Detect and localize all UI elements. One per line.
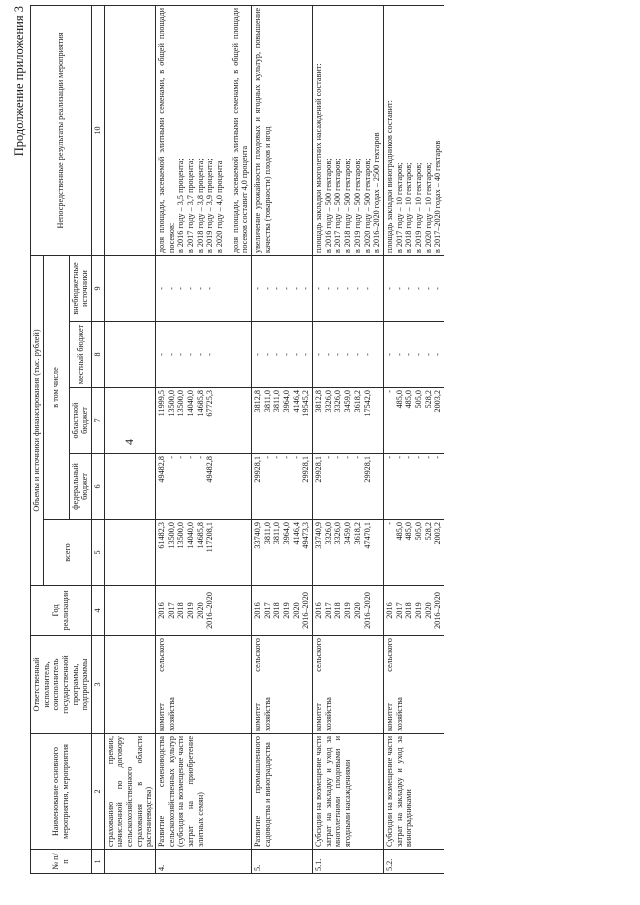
- year-value: 2019: [413, 602, 423, 619]
- row-local: [383, 322, 444, 388]
- row-federal: [383, 454, 444, 520]
- total-value: 485,0: [404, 522, 414, 541]
- local-value: -: [404, 353, 414, 356]
- result-line: доля площади, засеваемой элитными семенами, в общей площади посевов:: [157, 8, 176, 253]
- result-line: в 2017 году – 10 гектаров;: [394, 162, 404, 253]
- col-number: 1: [92, 850, 105, 874]
- extra-value: -: [314, 287, 324, 290]
- local-value: -: [352, 353, 362, 356]
- local-value: -: [253, 353, 263, 356]
- row-federal: [156, 454, 252, 520]
- row-total: [383, 520, 444, 586]
- extra-value: -: [262, 287, 272, 290]
- total-value: 485,0: [394, 522, 404, 541]
- federal-value: 49482,8: [205, 456, 215, 483]
- extra-value: -: [176, 287, 186, 290]
- regional-value: 3459,0: [343, 390, 353, 413]
- extra-value: -: [384, 287, 394, 290]
- extra-value: -: [166, 287, 176, 290]
- result-line: площадь закладки многолетних насаждений составит:: [314, 63, 324, 253]
- year-value: 2020: [291, 602, 301, 619]
- row-responsible: комитет сельского хозяйства: [313, 636, 384, 734]
- regional-value: 3811,0: [262, 390, 272, 413]
- row-responsible: комитет сельского хозяйства: [383, 636, 444, 734]
- local-value: -: [282, 353, 292, 356]
- row-result: [252, 6, 313, 256]
- local-value: -: [384, 353, 394, 356]
- federal-value: -: [343, 456, 353, 459]
- row-total: [156, 520, 252, 586]
- header-extra: внебюджетные источники: [69, 256, 91, 322]
- header-financing: Объемы и источники финансирования (тыс. рублей): [31, 256, 44, 586]
- local-value: -: [323, 353, 333, 356]
- regional-value: 17542,0: [362, 390, 372, 417]
- federal-value: -: [384, 456, 394, 459]
- result-line: в 2016 году – 3,5 процента;: [176, 158, 186, 253]
- regional-value: 14685,8: [195, 390, 205, 417]
- financing-table: [30, 5, 444, 874]
- row-number: 5.1.: [313, 850, 384, 874]
- federal-value: -: [352, 456, 362, 459]
- result-line: в 2019 году – 10 гектаров;: [413, 162, 423, 253]
- result-line: в 2016 году – 500 гектаров;: [323, 158, 333, 253]
- row-extra: [313, 256, 384, 322]
- year-value: 2016–2020: [433, 592, 443, 629]
- table-row: [313, 6, 384, 874]
- year-value: 2016: [384, 602, 394, 619]
- result-line: в 2017 году – 3,7 процента;: [186, 158, 196, 253]
- row-years: [252, 586, 313, 636]
- header-name: Наименование основного мероприятия, мероприятия: [31, 734, 92, 850]
- row-federal: [313, 454, 384, 520]
- total-value: 505,0: [413, 522, 423, 541]
- local-value: -: [195, 353, 205, 356]
- col-number: 5: [92, 520, 105, 586]
- federal-value: 29928,1: [362, 456, 372, 483]
- row-result: [383, 6, 444, 256]
- extra-value: -: [413, 287, 423, 290]
- row-name: Субсидии на возмещение части затрат на закладку и уход за многолетними плодовыми и ягодными насаждениями: [313, 734, 384, 850]
- row-responsible: комитет сельского хозяйства: [252, 636, 313, 734]
- row-number: 5.: [252, 850, 313, 874]
- federal-value: -: [333, 456, 343, 459]
- total-value: 3459,0: [343, 522, 353, 545]
- row-local: [156, 322, 252, 388]
- row-number: 4.: [156, 850, 252, 874]
- extra-value: -: [205, 287, 215, 290]
- federal-value: -: [186, 456, 196, 459]
- year-value: 2016–2020: [362, 592, 372, 629]
- federal-value: 29928,1: [314, 456, 324, 483]
- year-value: 2016–2020: [301, 592, 311, 629]
- federal-value: -: [176, 456, 186, 459]
- continuation-row: [104, 6, 155, 874]
- year-value: 2020: [195, 602, 205, 619]
- col-number: 8: [92, 322, 105, 388]
- local-value: -: [186, 353, 196, 356]
- row-name: Развитие семеноводства сельскохозяйственных культур (субсидия на возмещение части затрат на приобретение элитных семян): [156, 734, 252, 850]
- extra-value: -: [301, 287, 311, 290]
- federal-value: -: [413, 456, 423, 459]
- local-value: -: [291, 353, 301, 356]
- local-value: -: [301, 353, 311, 356]
- table-row: [383, 6, 444, 874]
- extra-value: -: [423, 287, 433, 290]
- regional-value: 3812,8: [314, 390, 324, 413]
- total-value: 47470,1: [362, 522, 372, 549]
- local-value: -: [333, 353, 343, 356]
- regional-value: 13500,0: [166, 390, 176, 417]
- col-number: 7: [92, 388, 105, 454]
- regional-value: 3964,0: [282, 390, 292, 413]
- result-line: площадь закладки виноградников составит:: [384, 100, 394, 253]
- local-value: -: [176, 353, 186, 356]
- local-value: -: [413, 353, 423, 356]
- federal-value: -: [394, 456, 404, 459]
- result-line: в 2016–2020 годах – 2500 гектаров: [372, 132, 382, 253]
- year-value: 2017: [323, 602, 333, 619]
- row-years: [156, 586, 252, 636]
- appendix-title: Продолжение приложения 3: [12, 6, 26, 157]
- total-value: 4146,4: [291, 522, 301, 545]
- regional-value: 3326,0: [333, 390, 343, 413]
- total-value: 61482,3: [157, 522, 167, 549]
- year-value: 2017: [166, 602, 176, 619]
- col-number: 2: [92, 734, 105, 850]
- header-federal: федеральный бюджет: [69, 454, 91, 520]
- result-line: в 2020 году – 10 гектаров;: [423, 162, 433, 253]
- col-number: 6: [92, 454, 105, 520]
- extra-value: -: [343, 287, 353, 290]
- row-name: Развитие промышленного садоводства и виноградарства: [252, 734, 313, 850]
- table-body: [104, 6, 444, 874]
- federal-value: -: [282, 456, 292, 459]
- table-row: [156, 6, 252, 874]
- row-regional: [383, 388, 444, 454]
- regional-value: 3618,2: [352, 390, 362, 413]
- total-value: 3326,0: [333, 522, 343, 545]
- regional-value: 3326,0: [323, 390, 333, 413]
- year-value: 2018: [272, 602, 282, 619]
- local-value: -: [394, 353, 404, 356]
- col-number: 9: [92, 256, 105, 322]
- col-number: 4: [92, 586, 105, 636]
- year-value: 2018: [176, 602, 186, 619]
- regional-value: 67725,3: [205, 390, 215, 417]
- year-value: 2017: [262, 602, 272, 619]
- page-number: 4: [122, 439, 136, 445]
- local-value: -: [343, 353, 353, 356]
- regional-value: 14040,0: [186, 390, 196, 417]
- row-local: [252, 322, 313, 388]
- row-result: [156, 6, 252, 256]
- row-number: 5.2.: [383, 850, 444, 874]
- federal-value: -: [262, 456, 272, 459]
- federal-value: -: [166, 456, 176, 459]
- year-value: 2020: [423, 602, 433, 619]
- row-years: [313, 586, 384, 636]
- continuation-text: страхованию премии, начисленной по договору сельскохозяйственного страхования в области растениеводства): [104, 734, 155, 850]
- result-line: в 2017–2020 годах – 40 гектаров: [433, 140, 443, 253]
- row-extra: [156, 256, 252, 322]
- row-total: [313, 520, 384, 586]
- extra-value: -: [291, 287, 301, 290]
- table-row: [252, 6, 313, 874]
- total-value: 13500,0: [176, 522, 186, 549]
- federal-value: -: [404, 456, 414, 459]
- total-value: 528,2: [423, 522, 433, 541]
- result-line: в 2018 году – 500 гектаров;: [343, 158, 353, 253]
- federal-value: -: [433, 456, 443, 459]
- regional-value: 11999,5: [157, 390, 167, 417]
- header-total: всего: [43, 520, 91, 586]
- local-value: -: [433, 353, 443, 356]
- year-value: 2019: [343, 602, 353, 619]
- total-value: 49473,3: [301, 522, 311, 549]
- year-value: 2016: [253, 602, 263, 619]
- federal-value: -: [323, 456, 333, 459]
- result-line: в 2018 году – 3,8 процента;: [195, 158, 205, 253]
- row-federal: [252, 454, 313, 520]
- regional-value: 3812,8: [253, 390, 263, 413]
- total-value: 3811,0: [272, 522, 282, 545]
- extra-value: -: [352, 287, 362, 290]
- extra-value: -: [282, 287, 292, 290]
- extra-value: -: [195, 287, 205, 290]
- extra-value: -: [186, 287, 196, 290]
- header-regional: областной бюджет: [69, 388, 91, 454]
- total-value: 3811,0: [262, 522, 272, 545]
- local-value: -: [205, 353, 215, 356]
- result-line: в 2018 году – 10 гектаров;: [404, 162, 414, 253]
- extra-value: -: [394, 287, 404, 290]
- result-extra: доля площади, засеваемой элитными семенами, в общей площади посевов составит 4,0 процента: [230, 8, 250, 253]
- extra-value: -: [157, 287, 167, 290]
- local-value: -: [314, 353, 324, 356]
- row-total: [252, 520, 313, 586]
- regional-value: -: [384, 390, 394, 393]
- row-years: [383, 586, 444, 636]
- result-line: в 2020 году – 500 гектаров;: [362, 158, 372, 253]
- local-value: -: [262, 353, 272, 356]
- local-value: -: [166, 353, 176, 356]
- row-regional: [156, 388, 252, 454]
- total-value: 14685,8: [195, 522, 205, 549]
- result-line: в 2017 году – 500 гектаров;: [333, 158, 343, 253]
- federal-value: -: [195, 456, 205, 459]
- year-value: 2019: [186, 602, 196, 619]
- row-extra: [252, 256, 313, 322]
- extra-value: -: [272, 287, 282, 290]
- result-line: в 2019 году – 3,9 процента;: [205, 158, 215, 253]
- total-value: 117208,1: [205, 522, 215, 553]
- regional-value: 505,0: [413, 390, 423, 409]
- total-value: 2003,2: [433, 522, 443, 545]
- total-value: 3326,0: [323, 522, 333, 545]
- extra-value: -: [333, 287, 343, 290]
- extra-value: -: [253, 287, 263, 290]
- header-result: Непосредственные результаты реализации мероприятия: [31, 6, 92, 256]
- total-value: 3964,0: [282, 522, 292, 545]
- year-value: 2017: [394, 602, 404, 619]
- row-regional: [313, 388, 384, 454]
- total-value: 33740,9: [253, 522, 263, 549]
- federal-value: 49482,8: [157, 456, 167, 483]
- year-value: 2020: [352, 602, 362, 619]
- row-result: [313, 6, 384, 256]
- row-extra: [383, 256, 444, 322]
- col-number: 10: [92, 6, 105, 256]
- extra-value: -: [362, 287, 372, 290]
- federal-value: 29928,1: [253, 456, 263, 483]
- row-responsible: комитет сельского хозяйства: [156, 636, 252, 734]
- local-value: -: [362, 353, 372, 356]
- year-value: 2016: [314, 602, 324, 619]
- federal-value: -: [272, 456, 282, 459]
- header-including: в том числе: [43, 256, 69, 520]
- federal-value: 29928,1: [301, 456, 311, 483]
- row-local: [313, 322, 384, 388]
- header-local: местный бюджет: [69, 322, 91, 388]
- year-value: 2018: [404, 602, 414, 619]
- row-name: Субсидии на возмещение части затрат на закладку и уход за виноградниками: [383, 734, 444, 850]
- regional-value: 485,0: [394, 390, 404, 409]
- regional-value: 528,2: [423, 390, 433, 409]
- total-value: 14040,0: [186, 522, 196, 549]
- year-value: 2016: [157, 602, 167, 619]
- federal-value: -: [291, 456, 301, 459]
- result-line: в 2019 году – 500 гектаров;: [352, 158, 362, 253]
- regional-value: 13500,0: [176, 390, 186, 417]
- local-value: -: [423, 353, 433, 356]
- header-year: Год реализации: [31, 586, 92, 636]
- header-num: № п/п: [31, 850, 92, 874]
- federal-value: -: [423, 456, 433, 459]
- total-value: 13500,0: [166, 522, 176, 549]
- regional-value: 4146,4: [291, 390, 301, 413]
- extra-value: -: [433, 287, 443, 290]
- column-number-row: [92, 6, 105, 874]
- result-line: в 2020 году – 4,0 процента: [215, 160, 225, 253]
- regional-value: 485,0: [404, 390, 414, 409]
- extra-value: -: [323, 287, 333, 290]
- extra-value: -: [404, 287, 414, 290]
- total-value: -: [384, 522, 394, 525]
- result-line: увеличение урожайности плодовых и ягодных культур, повышение качества (товарности) плодов и ягод: [253, 8, 272, 253]
- local-value: -: [272, 353, 282, 356]
- local-value: -: [157, 353, 167, 356]
- regional-value: 3811,0: [272, 390, 282, 413]
- year-value: 2016–2020: [205, 592, 215, 629]
- regional-value: 2003,2: [433, 390, 443, 413]
- total-value: 3618,2: [352, 522, 362, 545]
- header-responsible: Ответственный исполнитель, соисполнитель государственной программы, подпрограммы: [31, 636, 92, 734]
- col-number: 3: [92, 636, 105, 734]
- row-regional: [252, 388, 313, 454]
- year-value: 2018: [333, 602, 343, 619]
- year-value: 2019: [282, 602, 292, 619]
- regional-value: 19545,2: [301, 390, 311, 417]
- total-value: 33740,9: [314, 522, 324, 549]
